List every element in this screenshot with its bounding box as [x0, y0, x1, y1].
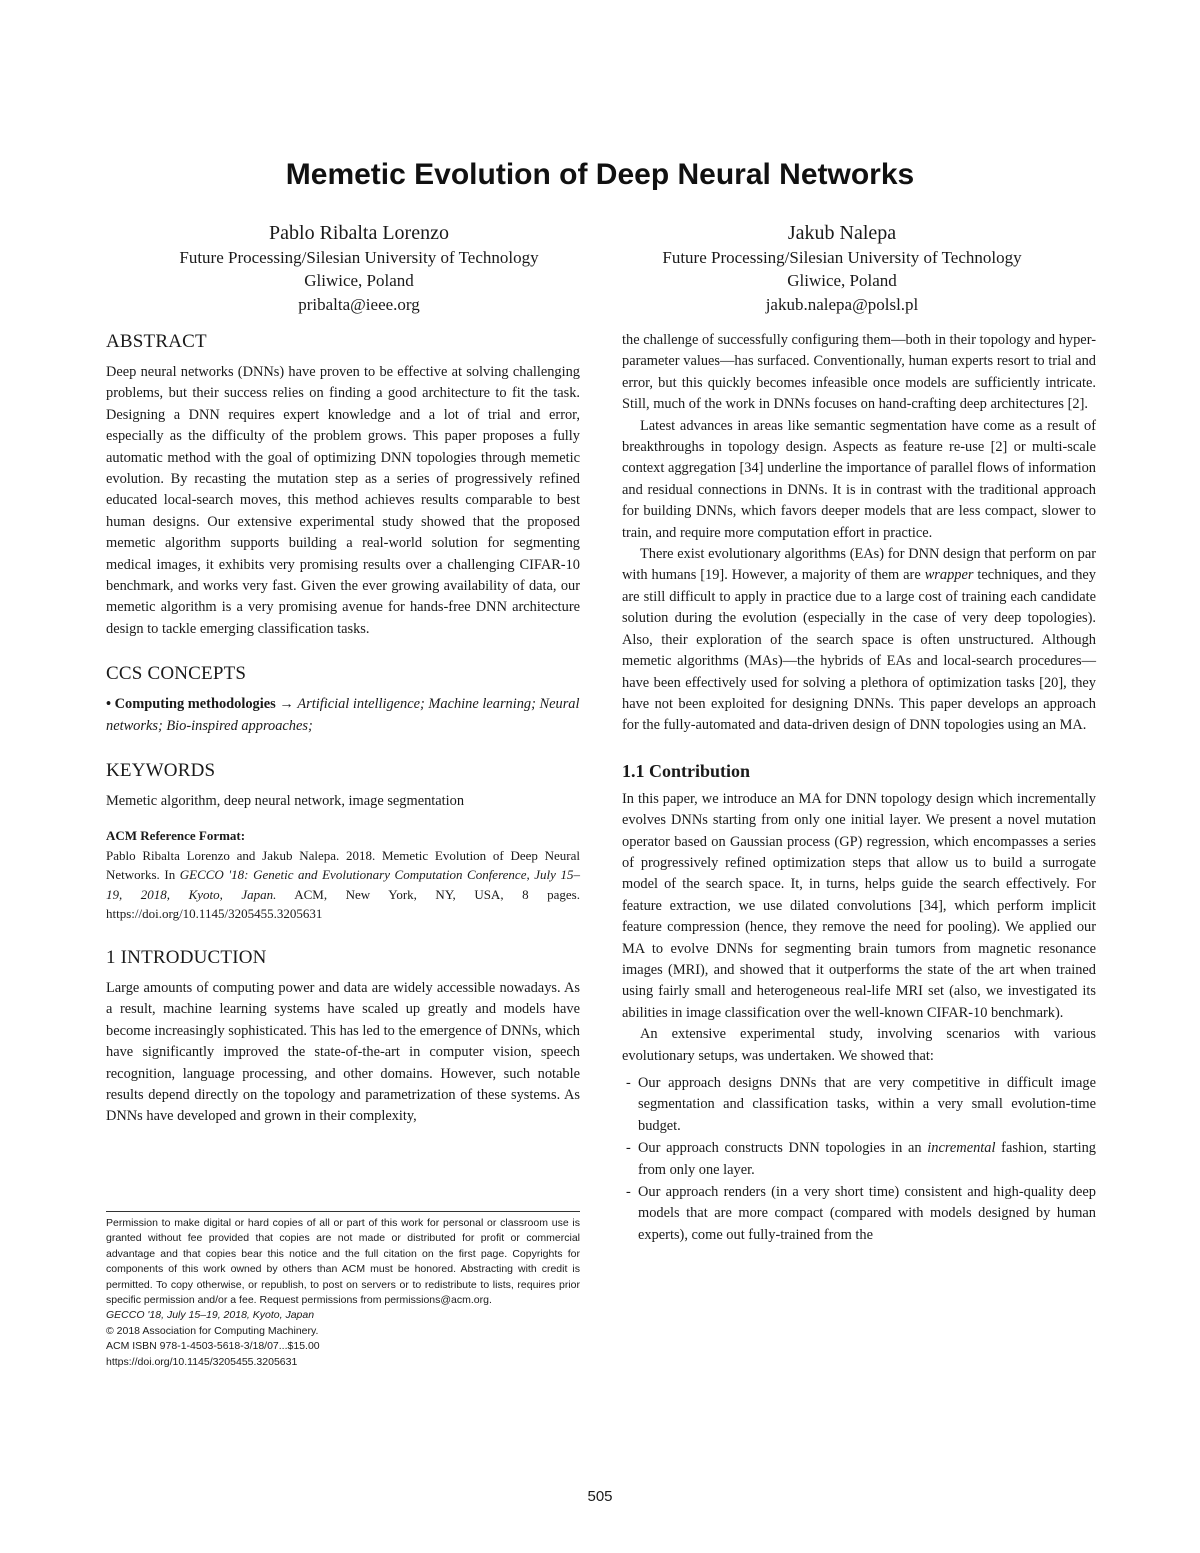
footnote — [106, 1216, 580, 1370]
reference-part1: Pablo Ribalta Lorenzo and Jakub Nalepa. 2018. Memetic Evolution of Deep Neural Networks. In — [106, 847, 580, 883]
author-name: Pablo Ribalta Lorenzo — [269, 222, 449, 244]
keywords-text: Memetic algorithm, deep neural network, image segmentation — [106, 793, 465, 810]
author-block-1 — [139, 222, 579, 316]
list-item: - Our approach designs DNNs that are very competitive in difficult image segmentation and classification tasks, within a very small evolution-time budget. — [626, 1075, 1096, 1134]
list-item-text: fashion, starting from only one layer. — [638, 1140, 1096, 1178]
left-column — [106, 330, 580, 1128]
italic-term: incremental — [927, 1140, 996, 1157]
contribution-list — [622, 1073, 1096, 1246]
paragraph: In this paper, we introduce an MA for DNN topology design which incrementally evolves DNNs starting from only one initial layer. We present a novel mutation operator based on Gaussian process (GP) regression, which encompasses a series of progressively refined optimization steps that allow us to build a surrogate model of the search space. It, in turns, helps guide the search effectively. For feature extraction, we use dilated convolutions [34], which perform implicit feature compression (hence, they remove the need for pooling). We applied our MA to evolve DNNs for segmenting brain tumors from magnetic resonance images (MRI), and showed that it outperforms the state of the art when trained using fairly small and heterogeneous real-life MRI set (also, we investigated its abilities in image classification over the well-known CIFAR-10 benchmark). — [622, 790, 1096, 1021]
footnote-permission: Permission to make digital or hard copies of all or part of this work for personal or classroom use is granted without fee provided that copies are not made or distributed for profit or commercial advantage and that copies bear this notice and the full citation on the first page. Copyrights for components of this work owned by others than ACM must be honored. Abstracting with credit is permitted. To copy otherwise, or republish, to post on servers or to redistribute to lists, requires prior specific permission and/or a fee. Request permissions from permissions@acm.org. — [106, 1217, 580, 1307]
ccs-text — [106, 694, 580, 737]
author-email[interactable]: pribalta@ieee.org — [298, 294, 420, 314]
list-item-text: Our approach designs DNNs that are very competitive in difficult image segmentation and classification tasks, within a very small evolution-time budget. — [638, 1075, 1096, 1134]
paragraph: the challenge of successfully configuring them—both in their topology and hyper-parameter values—has surfaced. Conventionally, human experts resort to trial and error, but this quickly becomes infeasible once models are sufficiently intricate. Still, much of the work in DNNs focuses on hand-crafting deep architectures [2]. — [622, 332, 1096, 413]
footnote-isbn: ACM ISBN 978-1-4503-5618-3/18/07...$15.00 — [106, 1340, 320, 1353]
reference-venue: GECCO '18: Genetic and Evolutionary Computation Conference, July 15–19, 2018, Kyoto, Japan. — [106, 867, 580, 902]
author-block-2 — [622, 222, 1062, 316]
author-name: Jakub Nalepa — [787, 222, 897, 244]
keywords-heading: KEYWORDS — [106, 760, 216, 782]
paragraph — [622, 544, 1096, 737]
list-item-text: Our approach renders (in a very short time) consistent and high-quality deep models that are more compact (compared with models designed by human experts), come out fully-trained from the — [638, 1184, 1096, 1243]
abstract-heading: ABSTRACT — [106, 331, 207, 352]
author-location: Gliwice, Poland — [787, 271, 897, 290]
list-item: - Our approach renders (in a very short time) consistent and high-quality deep models that are more compact (compared with models designed by human experts), come out fully-trained from the — [626, 1184, 1096, 1243]
list-item-text: Our approach constructs DNN topologies in an — [638, 1140, 928, 1157]
reference-part2: ACM, New York, NY, USA, 8 pages. https://doi.org/10.1145/3205455.3205631 — [106, 886, 580, 922]
text-span: There exist evolutionary algorithms (EAs) for DNN design that perform on par with humans [19]. However, a majority of them are — [622, 546, 1096, 584]
footnote-doi[interactable]: https://doi.org/10.1145/3205455.3205631 — [106, 1355, 298, 1368]
ccs-italic: Artificial intelligence; Machine learning; Neural networks; Bio-inspired approaches; — [106, 696, 580, 734]
author-affiliation: Future Processing/Silesian University of Technology — [179, 247, 539, 267]
intro-heading: 1 INTRODUCTION — [106, 946, 267, 968]
italic-term: wrapper — [924, 567, 974, 584]
paragraph: An extensive experimental study, involving scenarios with various evolutionary setups, was undertaken. We showed that: — [622, 1026, 1096, 1064]
right-column — [622, 330, 1096, 1247]
list-item: - Our approach constructs DNN topologies in an incremental fashion, starting from only one layer. — [626, 1140, 1096, 1178]
footnote-divider — [106, 1211, 580, 1212]
reference-text — [106, 846, 580, 924]
author-affiliation: Future Processing/Silesian University of Technology — [662, 247, 1022, 267]
abstract-text: Deep neural networks (DNNs) have proven to be effective at solving challenging problems, but their success relies on finding a good architecture to fit the task. Designing a DNN requires expert knowledge and a lot of trial and error, especially as the difficulty of the problem grows. This paper proposes a fully automatic method with the goal of optimizing DNN topologies through memetic evolution. By recasting the mutation step as a series of progressively refined educated local-search moves, this method achieves results comparable to best human designs. Our extensive experimental study showed that the proposed memetic algorithm supports building a real-world solution for segmenting medical images, it exhibits very promising results over a challenging CIFAR-10 benchmark, and works very fast. Given the ever growing availability of data, our memetic algorithm is a very promising avenue for hands-free DNN architecture design to tackle emerging classification tasks. — [106, 364, 580, 637]
paper-title: Memetic Evolution of Deep Neural Networks — [285, 158, 915, 191]
author-email[interactable]: jakub.nalepa@polsl.pl — [765, 294, 919, 314]
footnote-conference: GECCO '18, July 15–19, 2018, Kyoto, Japan — [106, 1309, 315, 1322]
contribution-heading: 1.1 Contribution — [622, 760, 751, 781]
footnote-copyright: © 2018 Association for Computing Machinery. — [106, 1324, 319, 1337]
intro-text: Large amounts of computing power and data are widely accessible nowadays. As a result, machine learning systems have scaled up greatly and models have become increasingly sophisticated. This has led to the emergence of DNNs, which have significantly improved the state-of-the-art in computer vision, speech recognition, language processing, and other domains. However, such notable results depend directly on the topology and parametrization of these systems. As DNNs have developed and grown in their complexity, — [106, 979, 580, 1125]
author-location: Gliwice, Poland — [304, 271, 414, 290]
paragraph: Latest advances in areas like semantic segmentation have come as a result of breakthroughs in topology design. Aspects as feature re-use [2] or multi-scale context aggregation [34] underline the importance of parallel flows of information and residual connections in DNNs. It is in contrast with the traditional approach for building DNNs, which favors deeper models that are less compact, slower to train, and require more computation effort in practice. — [622, 417, 1096, 541]
ccs-arrow: → — [275, 696, 298, 713]
page-number: 505 — [587, 1488, 613, 1505]
reference-heading: ACM Reference Format: — [106, 827, 246, 843]
text-span: techniques, and they are still difficult to apply in practice due to a large cost of training each candidate solution during the evolution (especially in the case of very deep topologies). Also, their exploration of the search space is often unstructured. Although memetic algorithms (MAs)—the hybrids of EAs and local-search procedures—have been effectively used for solving a plethora of optimization tasks [20], they have not been exploited for designing DNNs. This paper develops an approach for the fully-automated and data-driven design of DNN topologies using an MA. — [622, 567, 1096, 734]
ccs-heading: CCS CONCEPTS — [106, 663, 247, 685]
ccs-bold: • Computing methodologies — [106, 696, 276, 713]
